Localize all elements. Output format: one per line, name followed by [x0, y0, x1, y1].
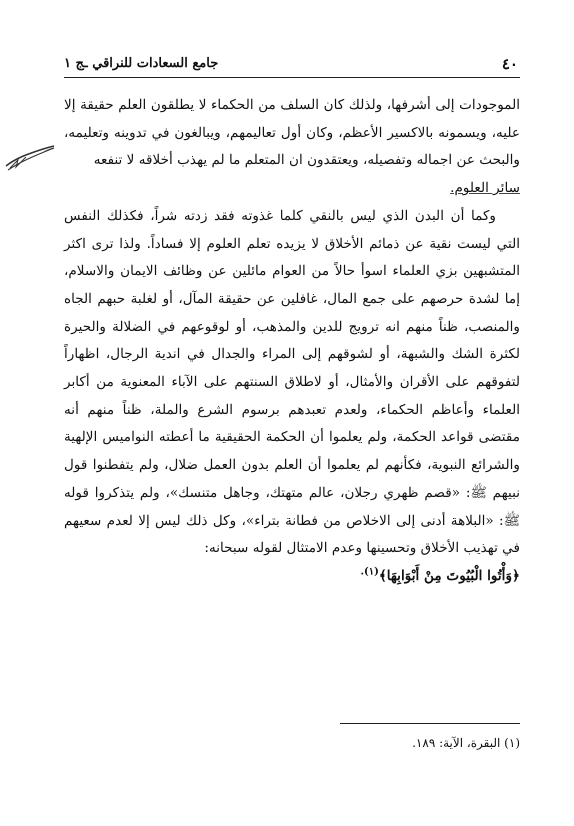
footnote-rule — [340, 723, 520, 724]
quran-verse-line — [64, 563, 520, 591]
paragraph-1 — [64, 92, 520, 175]
main-text — [64, 92, 520, 591]
quran-verse: ﴿وَأْتُوا الْبُيُوتَ مِنْ أَبْوَابِهَا﴾ — [378, 567, 520, 584]
running-title: جامع السعادات للنراقي ـج ١ — [64, 56, 219, 71]
paragraph-1-text: الموجودات إلى أشرفها، ولذلك كان السلف من الحكماء لا يطلقون العلم حقيقة إلا عليه، ويسمونه بالاكسير الأعظم، وكان أول تعاليمهم، ويبالغون في تدوينه وتعليمه، والبحث عن اجماله وتفصيله، ويعتقدون ان المتعلم ما لم يهذب أخلاقه لا تنفعه — [64, 97, 520, 169]
paragraph-2: وكما أن البدن الذي ليس بالنقي كلما غذوته فقد زدته شراً، فكذلك النفس التي ليست نقية عن ذمائم الأخلاق لا يزيده تعلم العلوم إلا فساداً. ولذا ترى اكثر المتشبهين بزي العلماء اسوأ حالاً من العوام مائلين عن وظائف الايمان والاسلام، إما لشدة حرصهم على جمع المال، غافلين عن حقيقة المآل، أو لغلبة حبهم الجاه والمنصب، ظناً منهم انه ترويج للدين والمذهب، أو لوقوعهم في الضلالة والحيرة لكثرة الشك والشبهة، أو لشوقهم إلى المراء والجدال في اندية الرجال، اظهاراً لتفوقهم على الأقران والأمثال، أو لاطلاق السنتهم على الآباء المعنوية من أكابر العلماء وأعاظم الحكماء، ولعدم تعبدهم برسوم الشرع والملة، ظناً منهم أنه مقتضى قواعد الحكمة، ولم يعلموا أن الحكمة الحقيقية ما أعطته النواميس الإلهية والشرائع النبوية، فكأنهم لم يعلموا أن العلم بدون العمل ضلال، ولم يتفطنوا قول نبيهم ﷺ: «قصم ظهري رجلان، عالم متهتك، وجاهل متنسك»، ولم يتذكروا قوله ﷺ: «البلاهة أدنى إلى الاخلاص من فطانة بتراء»، وكل ذلك ليس إلا لعدم سعيهم في تهذيب الأخلاق وتحسينها وعدم الامتثال لقوله سبحانه: — [64, 207, 520, 557]
header-rule — [64, 77, 520, 78]
handwritten-margin-mark-icon — [4, 140, 56, 180]
footnote: (١) البقرة، الآية: ١٨٩. — [412, 736, 520, 750]
page-header — [64, 55, 518, 75]
page-number: ٤٠ — [501, 55, 518, 73]
paragraph-1-end: سائر العلوم. — [450, 180, 520, 197]
verse-footnote-ref: (١). — [360, 566, 379, 578]
